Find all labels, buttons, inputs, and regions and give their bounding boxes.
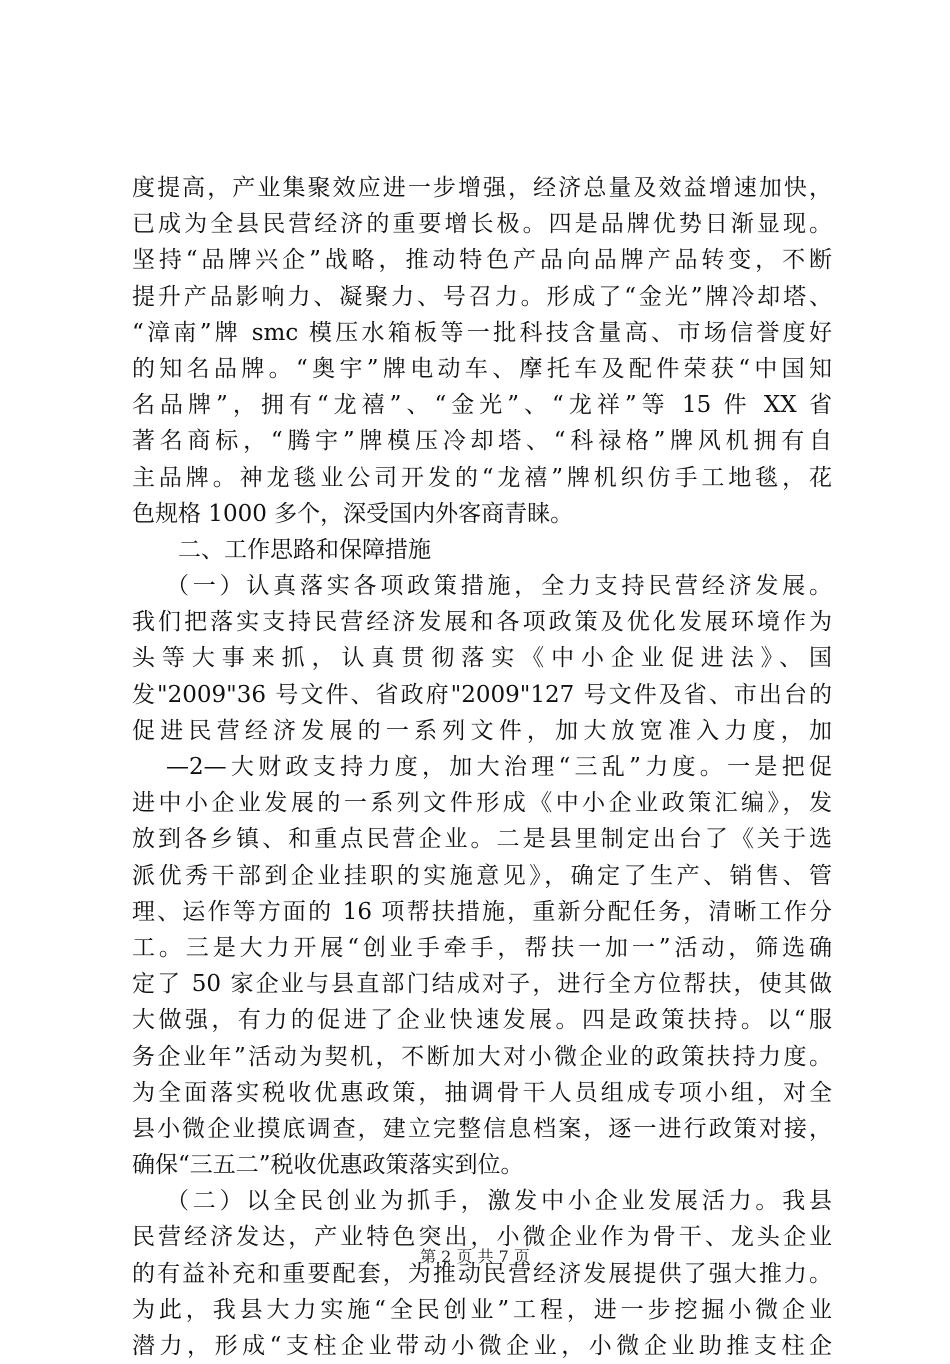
subsection-heading: （二）以全民创业为抓手，激发中小企业发展活力。我县 xyxy=(166,1188,832,1215)
text-line: —2—大财政支持力度，加大治理“三乱”力度。一是把促 xyxy=(166,754,832,780)
text-line: 主品牌。神龙毯业公司开发的“龙禧”牌机织仿手工地毯，花 xyxy=(132,464,832,491)
text-line: 进中小企业发展的一系列文件形成《中小企业政策汇编》，发 xyxy=(132,790,832,817)
text-line: 潜力，形成“支柱企业带动小微企业，小微企业助推支柱企 xyxy=(132,1333,832,1359)
text-line: 定了 50 家企业与县直部门结成对子，进行全方位帮扶，使其做 xyxy=(132,971,832,998)
text-line: 促进民营经济发展的一系列文件，加大放宽准入力度，加 xyxy=(132,717,832,744)
text-line: 名品牌”，拥有“龙禧”、“金光”、“龙祥”等 15 件 XX 省 xyxy=(132,392,832,419)
text-line: 理、运作等方面的 16 项帮扶措施，重新分配任务，清晰工作分 xyxy=(132,898,832,925)
text-line: 派优秀干部到企业挂职的实施意见》，确定了生产、销售、管 xyxy=(132,862,832,889)
text-line: “漳南”牌 smc 模压水箱板等一批科技含量高、市场信誉度好 xyxy=(132,319,832,346)
text-line: 度提高，产业集聚效应进一步增强，经济总量及效益增速加快， xyxy=(132,175,832,201)
page-number-footer: 第 2 页 共 7 页 xyxy=(420,1247,530,1266)
text-line: 头等大事来抓，认真贯彻落实《中小企业促进法》、国 xyxy=(132,645,832,672)
text-line: 为全面落实税收优惠政策，抽调骨干人员组成专项小组，对全 xyxy=(132,1079,832,1106)
text-line: 的有益补充和重要配套，为推动民营经济发展提供了强大推力。 xyxy=(132,1260,832,1287)
text-line: 著名商标，“腾宇”牌模压冷却塔、“科禄格”牌风机拥有自 xyxy=(132,428,832,455)
text-line: 已成为全县民营经济的重要增长极。四是品牌优势日渐显现。 xyxy=(132,211,832,238)
text-line: 的知名品牌。“奥宇”牌电动车、摩托车及配件荣获“中国知 xyxy=(132,355,832,382)
body-text xyxy=(132,170,832,1364)
text-line: 务企业年”活动为契机，不断加大对小微企业的政策扶持力度。 xyxy=(132,1043,832,1070)
text-line: 放到各乡镇、和重点民营企业。二是县里制定出台了《关于选 xyxy=(132,826,832,853)
section-heading: 二、工作思路和保障措施 xyxy=(178,536,431,563)
text-line: 我们把落实支持民营经济发展和各项政策及优化发展环境作为 xyxy=(132,609,832,636)
text-line: 县小微企业摸底调查，建立完整信息档案，逐一进行政策对接， xyxy=(132,1115,832,1142)
text-line: 民营经济发达，产业特色突出，小微企业作为骨干、龙头企业 xyxy=(132,1224,832,1251)
text-line: 色规格 1000 多个，深受国内外客商青睐。 xyxy=(132,500,574,527)
subsection-heading: （一）认真落实各项政策措施，全力支持民营经济发展。 xyxy=(166,573,832,600)
text-line: 工。三是大力开展“创业手牵手，帮扶一加一”活动，筛选确 xyxy=(132,934,832,961)
text-line: 发"2009"36 号文件、省政府"2009"127 号文件及省、市出台的 xyxy=(132,681,832,708)
text-line: 确保“三五二”税收优惠政策落实到位。 xyxy=(132,1152,524,1179)
text-line: 坚持“品牌兴企”战略，推动特色产品向品牌产品转变，不断 xyxy=(132,247,832,274)
text-line: 为此，我县大力实施“全民创业”工程，进一步挖掘小微企业 xyxy=(132,1296,832,1323)
text-line: 提升产品影响力、凝聚力、号召力。形成了“金光”牌冷却塔、 xyxy=(132,283,832,310)
text-line: 大做强，有力的促进了企业快速发展。四是政策扶持。以“服 xyxy=(132,1007,832,1034)
